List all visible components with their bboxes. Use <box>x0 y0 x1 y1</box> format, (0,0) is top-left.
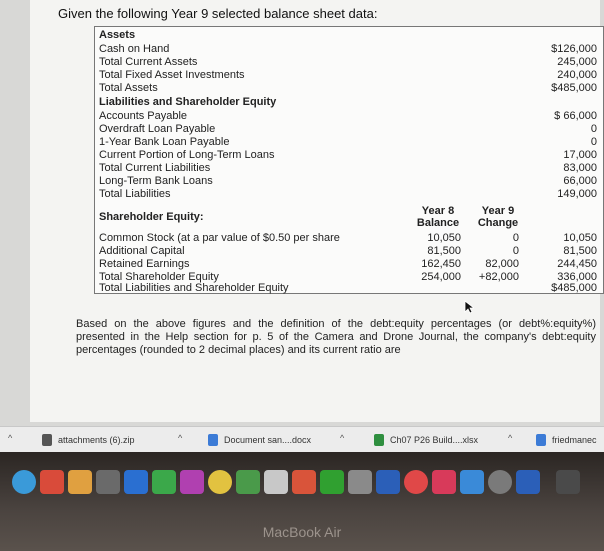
app-icon[interactable] <box>236 470 260 494</box>
year8-value: 81,500 <box>427 245 461 257</box>
table-row-amount: $485,000 <box>551 282 597 294</box>
app-icon[interactable] <box>96 470 120 494</box>
question-paragraph: Based on the above figures and the definition of the debt:equity percentages (or debt%:equity%) presented in the Help section for p. 5 of the Camera and Drone Journal, the company's debt:equity percentages (rounded to 2 decimal places) and its current ratio are <box>76 318 596 356</box>
table-row-amount: $485,000 <box>551 82 597 94</box>
year8-value: 10,050 <box>427 232 461 244</box>
table-row-amount: 83,000 <box>563 162 597 174</box>
table-row-label: Total Liabilities and Shareholder Equity <box>99 282 289 294</box>
column-header-year9 <box>473 205 523 229</box>
table-row-amount: $ 66,000 <box>554 110 597 122</box>
question-title: Given the following Year 9 selected balance sheet data: <box>58 6 378 21</box>
app-store-icon[interactable] <box>460 470 484 494</box>
chevron-up-icon[interactable]: ^ <box>178 433 183 443</box>
table-row-label: Total Liabilities <box>99 188 171 200</box>
chevron-up-icon[interactable]: ^ <box>508 433 513 443</box>
table-row-amount: 149,000 <box>557 188 597 200</box>
download-filename: friedmanec <box>552 435 597 445</box>
download-item[interactable] <box>536 434 597 446</box>
year9-value: 0 <box>512 245 519 257</box>
app-icon[interactable] <box>124 470 148 494</box>
download-filename: Document san....docx <box>224 435 312 445</box>
table-row-label: Total Fixed Asset Investments <box>99 69 245 81</box>
download-item[interactable] <box>208 434 311 446</box>
app-icon[interactable] <box>432 470 456 494</box>
table-row-label: 1-Year Bank Loan Payable <box>99 136 230 148</box>
chrome-icon[interactable] <box>208 470 232 494</box>
system-preferences-icon[interactable] <box>488 470 512 494</box>
trash-icon[interactable] <box>556 470 580 494</box>
table-row-label: Total Shareholder Equity <box>99 271 219 283</box>
app-icon[interactable] <box>348 470 372 494</box>
column-header-year8-line1: Year 8 <box>421 205 455 217</box>
table-row-amount: 81,500 <box>563 245 597 257</box>
download-item[interactable] <box>374 434 478 446</box>
table-row-label: Total Assets <box>99 82 158 94</box>
chevron-up-icon[interactable]: ^ <box>340 433 345 443</box>
year8-value: 162,450 <box>421 258 461 270</box>
chevron-up-icon[interactable]: ^ <box>8 433 13 443</box>
app-icon[interactable] <box>404 470 428 494</box>
table-row-amount: 10,050 <box>563 232 597 244</box>
download-item[interactable] <box>42 434 135 446</box>
table-row-label: Accounts Payable <box>99 110 188 122</box>
balance-sheet-table <box>94 26 604 294</box>
finder-icon[interactable] <box>12 470 36 494</box>
column-header-year8-line2: Balance <box>416 217 460 229</box>
app-icon[interactable] <box>264 470 288 494</box>
download-bar <box>0 426 604 452</box>
table-row-amount: 17,000 <box>563 149 597 161</box>
column-header-year8 <box>413 205 463 229</box>
year9-value: 0 <box>512 232 519 244</box>
year8-value: 254,000 <box>421 271 461 283</box>
app-icon[interactable] <box>152 470 176 494</box>
word-file-icon <box>536 434 546 446</box>
table-row-amount: 245,000 <box>557 56 597 68</box>
app-icon[interactable] <box>68 470 92 494</box>
table-row-amount: 244,450 <box>557 258 597 270</box>
app-icon[interactable] <box>180 470 204 494</box>
year9-value: 82,000 <box>485 258 519 270</box>
equity-header: Shareholder Equity: <box>99 211 204 223</box>
liabilities-header: Liabilities and Shareholder Equity <box>99 96 277 108</box>
table-row-amount: 0 <box>590 136 597 148</box>
column-header-year9-line1: Year 9 <box>481 205 515 217</box>
word-icon[interactable] <box>376 470 400 494</box>
table-row-amount: 66,000 <box>563 175 597 187</box>
year9-value: +82,000 <box>478 271 519 283</box>
excel-icon[interactable] <box>320 470 344 494</box>
table-row-label: Common Stock (at a par value of $0.50 per share <box>99 232 340 244</box>
laptop-bezel <box>0 452 604 551</box>
table-row-amount: 0 <box>590 123 597 135</box>
document-page <box>30 0 600 422</box>
excel-file-icon <box>374 434 384 446</box>
word-file-icon <box>208 434 218 446</box>
bezel-brand: MacBook Air <box>262 524 342 540</box>
table-row-label: Overdraft Loan Payable <box>99 123 216 135</box>
word-icon[interactable] <box>516 470 540 494</box>
table-row-amount: $126,000 <box>551 43 597 55</box>
table-row-label: Total Current Assets <box>99 56 198 68</box>
dock <box>0 470 604 500</box>
table-row-label: Long-Term Bank Loans <box>99 175 213 187</box>
column-header-year9-line2: Change <box>477 217 519 229</box>
table-row-label: Current Portion of Long-Term Loans <box>99 149 275 161</box>
table-row-amount: 336,000 <box>557 271 597 283</box>
table-row-label: Retained Earnings <box>99 258 190 270</box>
table-row-label: Cash on Hand <box>99 43 170 55</box>
zip-file-icon <box>42 434 52 446</box>
calendar-icon[interactable] <box>40 470 64 494</box>
download-filename: Ch07 P26 Build....xlsx <box>390 435 479 445</box>
table-row-label: Additional Capital <box>99 245 185 257</box>
assets-header: Assets <box>99 29 136 41</box>
download-filename: attachments (6).zip <box>58 435 135 445</box>
table-row-amount: 240,000 <box>557 69 597 81</box>
app-icon[interactable] <box>292 470 316 494</box>
table-row-label: Total Current Liabilities <box>99 162 211 174</box>
mouse-cursor-icon <box>464 300 474 314</box>
